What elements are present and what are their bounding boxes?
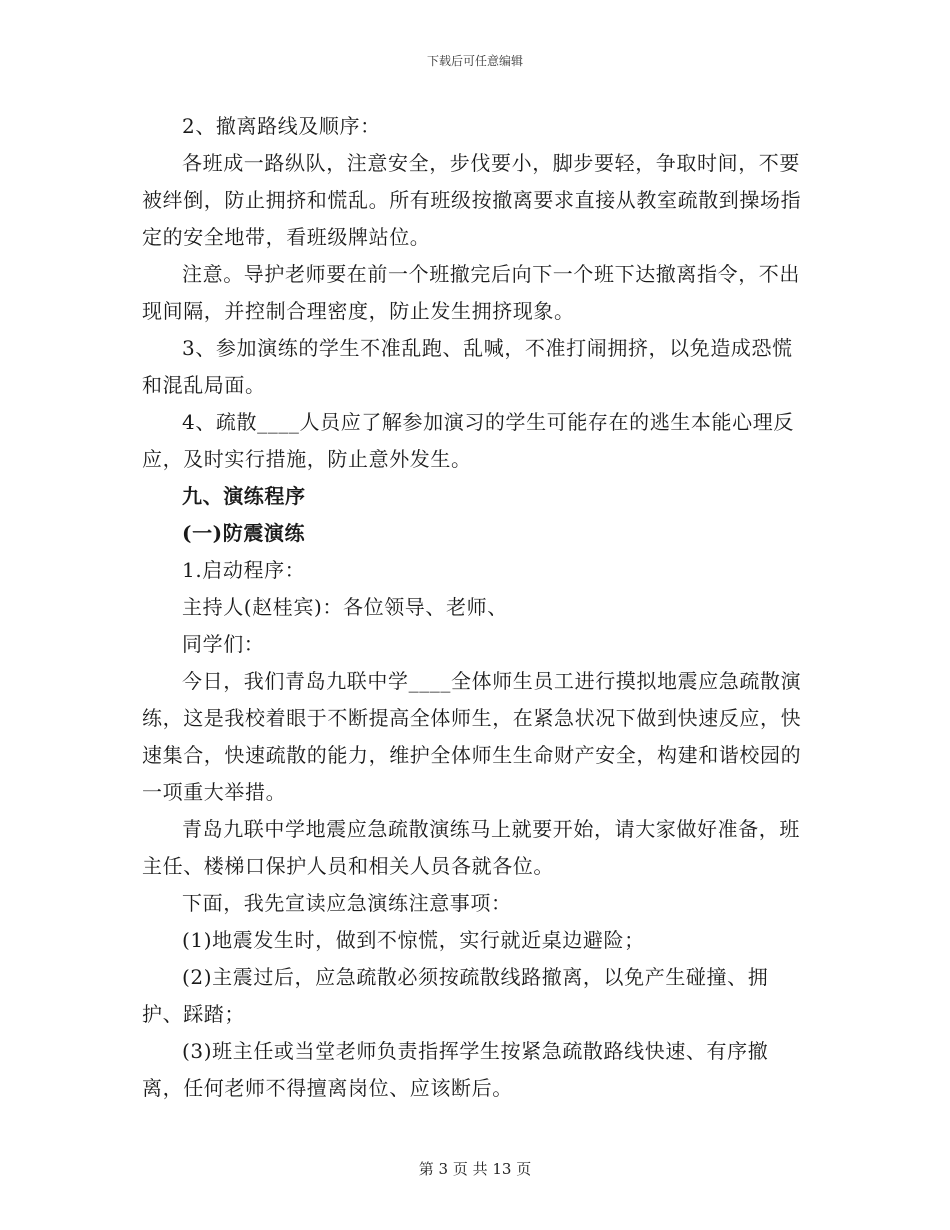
paragraph: 同学们： [182,632,265,656]
paragraph: 主持人(赵桂宾)：各位领导、老师、 [182,595,508,619]
list-item: (3)班主任或当堂老师负责指挥学生按紧急疏散路线快速、有序撤离，任何老师不得擅离岗位、应该断后。 [142,1039,769,1100]
paragraph: 4、疏散____人员应了解参加演习的学生可能存在的逃生本能心理反应，及时实行措施，防止意外发生。 [142,410,794,471]
paragraph: 3、参加演练的学生不准乱跑、乱喊，不准打闹拥挤，以免造成恐慌和混乱局面。 [142,336,793,397]
list-item: (1)地震发生时，做到不惊慌，实行就近桌边避险； [182,928,645,952]
paragraph: 1.启动程序： [182,558,306,582]
paragraph: 今日，我们青岛九联中学____全体师生员工进行摸拟地震应急疏散演练，这是我校着眼于不断提高全体师生，在紧急状况下做到快速反应，快速集合，快速疏散的能力，维护全体师生生命财产安全，构建和谐校园的一项重大举措。 [142,669,802,804]
paragraph: 青岛九联中学地震应急疏散演练马上就要开始，请大家做好准备，班主任、楼梯口保护人员和相关人员各就各位。 [142,817,800,878]
section-heading: 九、演练程序 [182,484,306,508]
list-item: (2)主震过后，应急疏散必须按疏散线路撤离，以免产生碰撞、拥护、踩踏； [142,965,769,1026]
document-body [142,108,808,1107]
subsection-heading: (一)防震演练 [182,521,306,545]
paragraph: 2、撤离路线及顺序： [182,114,381,138]
page-number: 第 3 页 共 13 页 [418,1160,532,1178]
paragraph: 各班成一路纵队，注意安全，步伐要小，脚步要轻，争取时间，不要被绊倒，防止拥挤和慌乱。所有班级按撤离要求直接从教室疏散到操场指定的安全地带，看班级牌站位。 [142,151,802,249]
header-note: 下载后可任意编辑 [426,54,523,68]
paragraph: 下面，我先宣读应急演练注意事项： [182,891,512,915]
paragraph: 注意。导护老师要在前一个班撤完后向下一个班下达撤离指令，不出现间隔，并控制合理密度，防止发生拥挤现象。 [142,262,800,323]
